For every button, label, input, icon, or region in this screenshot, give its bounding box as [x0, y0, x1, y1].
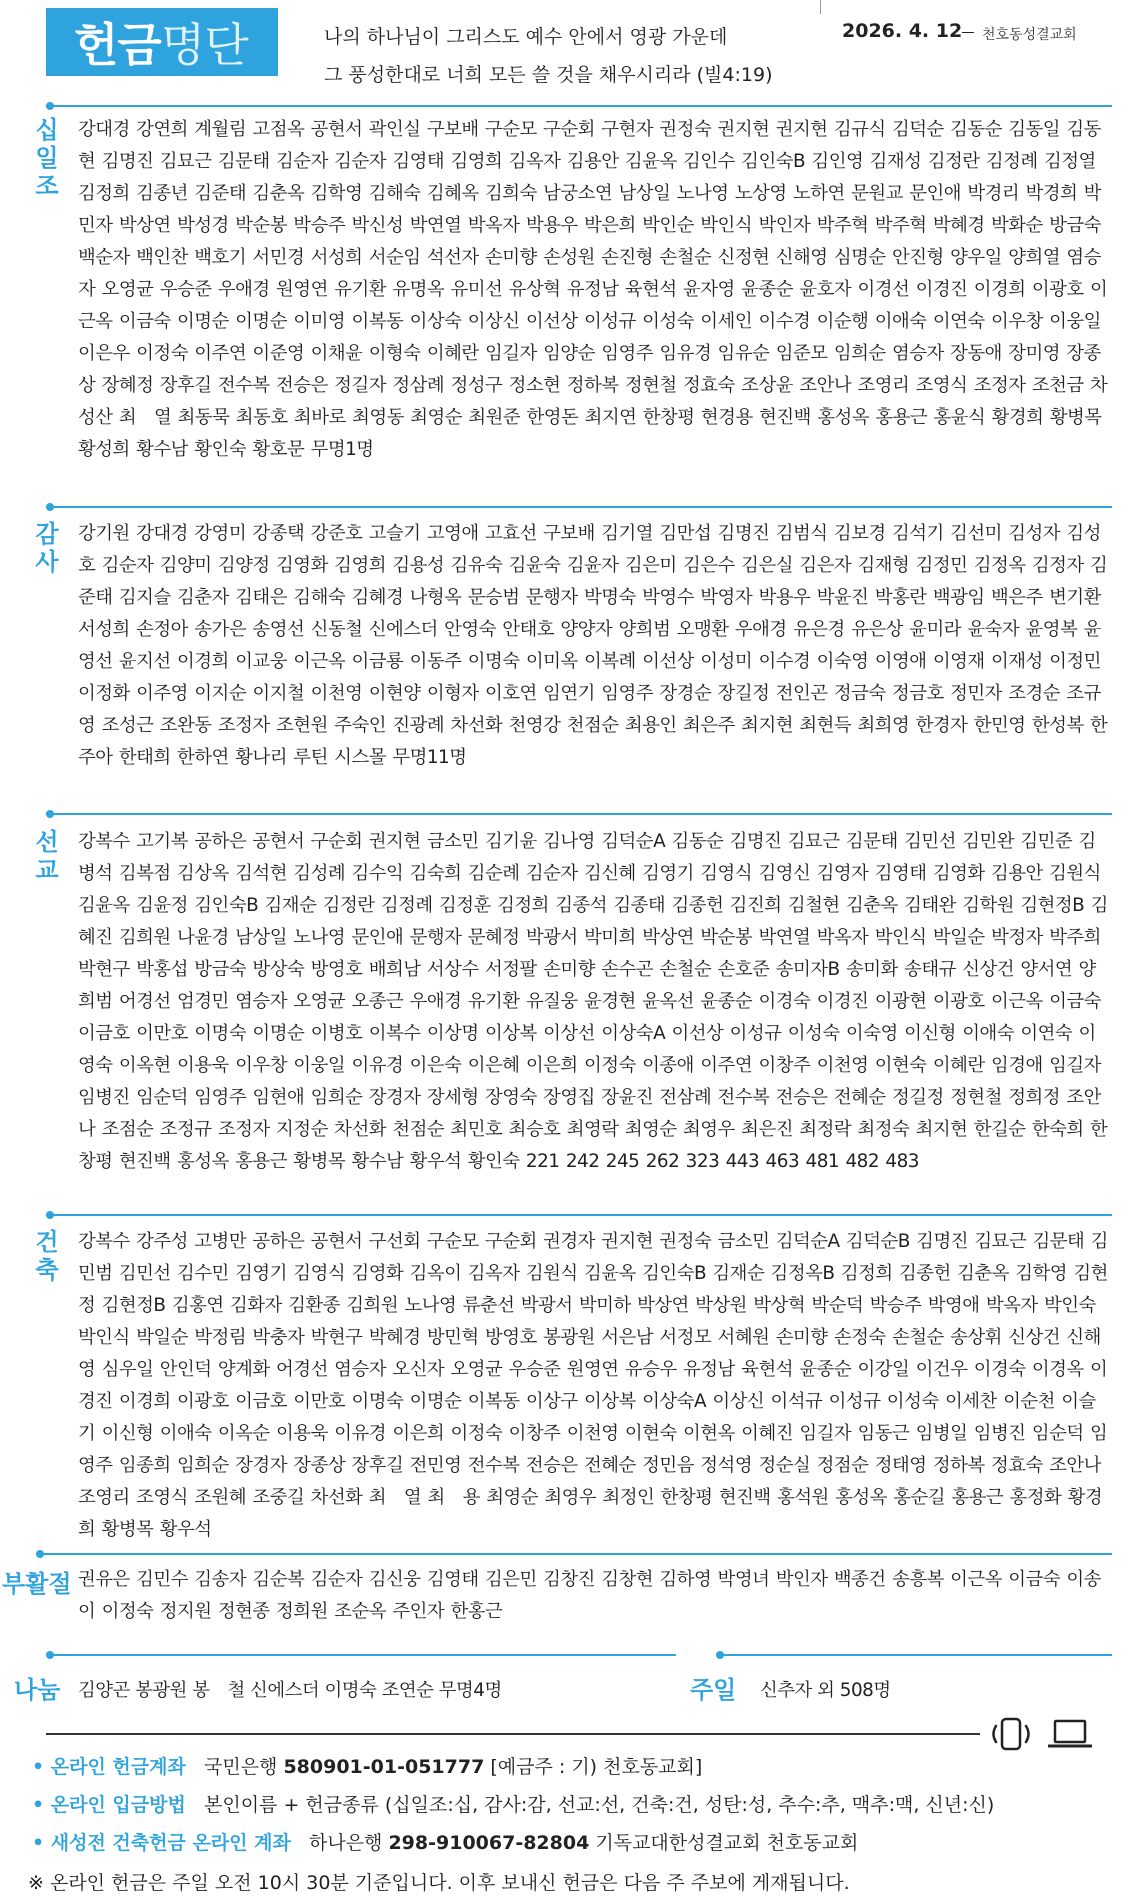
header	[0, 0, 1130, 100]
online-account-line	[32, 1752, 702, 1779]
header-divider	[820, 0, 821, 14]
online-note: ※ 온라인 헌금은 주일 오전 10시 30분 기준입니다. 이후 보내신 헌금은 다음 주 주보에 게재됩니다.	[28, 1872, 850, 1894]
online-account-bank: 국민은행	[203, 1756, 278, 1778]
section-label-tithe: 십일조	[35, 116, 59, 200]
section-rule	[46, 506, 1112, 508]
building-account-holder: 기독교대한성결교회 천호동교회	[595, 1832, 859, 1854]
online-account-label: • 온라인 헌금계좌	[32, 1756, 186, 1778]
building-account-label: • 새성전 건축헌금 온라인 계좌	[32, 1832, 291, 1854]
online-method-text: 본인이름 + 헌금종류 (십일조:십, 감사:감, 선교:선, 건축:건, 성탄:성, 추수:추, 맥추:맥, 신년:신)	[203, 1794, 995, 1816]
verse-line-1: 나의 하나님이 그리스도 예수 안에서 영광 가운데	[324, 26, 728, 48]
scripture-verse	[324, 18, 773, 94]
online-account-number: 580901-01-051777	[283, 1756, 485, 1778]
section-rule	[46, 105, 1112, 107]
title-bold: 헌금	[74, 18, 161, 72]
phone-vibrate-icon	[985, 1716, 1037, 1752]
section-names-building: 강복수 강주성 고병만 공하은 공현서 구선회 구순모 구순회 권경자 권지현 권정숙 금소민 김덕순A 김덕순B 김명진 김묘근 김문태 김민범 김민선 김수민 김영기 김영식 김영화 김옥이 김옥자 김원식 김윤옥 김인숙B 김재순 김정옥B 김정희 김종헌 김춘옥 김학영 김현정 김현정B 김홍연 김화자 김환종 김희원 노나영 류춘선 박광서 박미하 박상연 박상원 박상혁 박순덕 박승주 박영애 박옥자 박인숙 박인식 박일순 박정림 박충자 박현구 박혜경 방민혁 방영호 봉광원 서은남 서정모 서혜원 손미향 손정숙 손철순 송상휘 신상건 신해영 심우일 안인덕 양계화 어경선 염승자 오신자 오영균 우승준 원영연 유승우 유정남 육현석 윤종순 이강일 이건우 이경숙 이경옥 이경진 이경희 이광호 이금호 이만호 이명숙 이명순 이복동 이상구 이상복 이상숙A 이상신 이석규 이성규 이성숙 이세찬 이순천 이슬기 이신형 이애숙 이옥순 이용욱 이유경 이은희 이정숙 이창주 이천영 이현숙 이현옥 이혜진 임길자 임동근 임병일 임병진 임순덕 임영주 임종희 임희순 장경자 장종상 장후길 전민영 전수복 전승은 전혜순 정민음 정석영 정순실 정점순 정태영 정하복 정효숙 조안나 조영리 조영식 조원혜 조중길 차선화 최 열 최 용 최영순 최영우 최정인 한창평 현진백 홍석원 홍성옥 홍순길 홍용근 홍정화 황경희 황병목 황우석	[78, 1231, 1108, 1540]
section-label-mission: 선교	[35, 828, 59, 884]
section-names-easter: 권유은 김민수 김송자 김순복 김순자 김신웅 김영태 김은민 김창진 김창현 김하영 박영녀 박인자 백종건 송흥복 이근옥 이금숙 이송이 이정숙 정지원 정현종 정희원 조순옥 주인자 한홍근	[78, 1569, 1101, 1622]
section-names-tithe: 강대경 강연희 계월림 고점옥 공현서 곽인실 구보배 구순모 구순회 구현자 권정숙 권지현 권지현 김규식 김덕순 김동순 김동일 김동현 김명진 김묘근 김문태 김순자 김순자 김영태 김영희 김옥자 김용안 김윤옥 김인수 김인숙B 김인영 김재성 김정란 김정례 김정열 김정희 김종년 김준태 김춘옥 김학영 김해숙 김혜옥 김희숙 남궁소연 남상일 노나영 노상영 노하연 문원교 문인애 박경리 박경희 박민자 박상연 박성경 박순봉 박승주 박신성 박연열 박옥자 박용우 박은희 박인순 박인식 박인자 박주혁 박주혁 박혜경 박화순 방금숙 백순자 백인찬 백호기 서민경 서성희 서순임 석선자 손미향 손성원 손진형 손철순 신정현 신해영 심명순 안진형 양우일 양희열 염승자 오영균 우승준 우애경 원영연 유기환 유명옥 유미선 유상혁 유정남 육현석 윤자영 윤종순 윤호자 이경선 이경진 이경희 이광호 이근옥 이금숙 이명순 이명순 이미영 이복동 이상숙 이상신 이선상 이성규 이성숙 이세인 이수경 이순행 이애숙 이연숙 이우창 이웅일 이은우 이정숙 이주연 이준영 이채윤 이형숙 이혜란 임길자 임양순 임영주 임유경 임유순 임준모 임희순 염승자 장동애 장미영 장종상 장혜정 장후길 전수복 전승은 정길자 정삼례 정성구 정소현 정하복 정현철 정효숙 조상윤 조안나 조영리 조영식 조정자 조천금 차성산 최 열 최동묵 최동호 최바로 최영동 최영순 최원준 한영돈 최지연 한창평 현경용 현진백 홍성옥 홍용근 홍윤식 황경희 황병목 황성희 황수남 황인숙 황호문 무명1명	[78, 119, 1108, 460]
nanum-label: 나눔	[14, 1676, 61, 1704]
section-names-thanks: 강기원 강대경 강영미 강종택 강준호 고슬기 고영애 고효선 구보배 김기열 김만섭 김명진 김범식 김보경 김석기 김선미 김성자 김성호 김순자 김양미 김양정 김영화 김영희 김용성 김유숙 김윤숙 김윤자 김은미 김은수 김은실 김은자 김재형 김정민 김정옥 김정자 김준태 김지슬 김춘자 김태은 김해숙 김혜경 나형옥 문승범 문행자 박명숙 박영수 박영자 박용우 박윤진 박홍란 백광임 백은주 변기환 서성희 손정아 송가은 송영선 신동철 신에스더 안영숙 안태호 양양자 양희범 오맹환 우애경 유은경 유은상 윤미라 윤숙자 윤영복 윤영선 윤지선 이경희 이교웅 이근옥 이금룡 이동주 이명숙 이미옥 이복례 이선상 이성미 이수경 이숙영 이영애 이영재 이재성 이정민 이정화 이주영 이지순 이지철 이천영 이현양 이형자 이호연 임연기 임영주 장경순 장길정 전인곤 정금숙 정금호 정민자 조경순 조규영 조성근 조완동 조정자 조현원 주숙인 진광례 차선화 천영강 천점순 최용인 최은주 최지현 최현득 최희영 한경자 한민영 한성복 한주아 한태희 한하연 황나리 루틴 시스몰 무명11명	[78, 523, 1108, 768]
title-light: 명단	[160, 18, 248, 72]
section-rule	[46, 1214, 1112, 1216]
nanum-names: 김양곤 봉광원 봉 철 신에스더 이명숙 조연순 무명4명	[78, 1680, 502, 1701]
section-label-building: 건축	[35, 1228, 59, 1284]
date-dash	[962, 32, 974, 33]
section-rule	[716, 1654, 1112, 1656]
laptop-icon	[1048, 1718, 1092, 1750]
bulletin-date: 2026. 4. 12	[842, 20, 963, 42]
section-rule	[46, 813, 1112, 815]
online-method-line	[32, 1790, 994, 1817]
section-rule	[46, 1654, 676, 1656]
online-method-label: • 온라인 입금방법	[32, 1794, 186, 1816]
section-names-mission: 강복수 고기복 공하은 공현서 구순회 권지현 금소민 김기윤 김나영 김덕순A 김동순 김명진 김묘근 김문태 김민선 김민완 김민준 김병석 김복점 김상옥 김석현 김성례 김수익 김숙희 김순례 김순자 김신혜 김영기 김영식 김영신 김영자 김영태 김영화 김용안 김원식 김윤옥 김윤정 김인숙B 김재순 김정란 김정례 김정훈 김정희 김종석 김종태 김종헌 김진희 김철현 김춘옥 김태완 김학원 김현정B 김혜진 김희원 나윤경 남상일 노나영 문인애 문행자 문혜정 박광서 박미희 박상연 박순봉 박연열 박옥자 박인식 박일순 박정자 박주희 박현구 박홍섭 방금숙 방상숙 방영호 배희남 서상수 서정팔 손미향 손수곤 손철순 손호준 송미자B 송미화 송태규 신상건 양서연 양희범 어경선 엄경민 염승자 오영균 오종근 우애경 유기환 유질웅 윤경현 윤옥선 윤종순 이경숙 이경진 이광현 이광호 이근옥 이금숙 이금호 이만호 이명숙 이명순 이병호 이복수 이상명 이상복 이상선 이상숙A 이선상 이성규 이성숙 이숙영 이신형 이애숙 이연숙 이영숙 이옥현 이용욱 이우창 이웅일 이유경 이은숙 이은혜 이은희 이정숙 이종애 이주연 이창주 이천영 이현숙 이혜란 임경애 임길자 임병진 임순덕 임영주 임현애 임희순 장경자 장세형 장영숙 장영집 장윤진 전삼례 전수복 전승은 전혜순 정길정 정현철 정희정 조안나 조점순 조정규 조정자 지정순 차선화 천점순 최민호 최승호 최영락 최영순 최영우 최은진 최정락 최정숙 최지현 한길순 한숙희 한창평 현진백 홍성옥 홍용근 황병목 황수남 황우석 황인숙 221 242 245 262 323 443 463 481 482 483	[78, 831, 1108, 1172]
section-label-thanks: 감사	[35, 520, 59, 576]
church-name: 천호동성결교회	[982, 27, 1077, 43]
juil-label: 주일	[690, 1676, 737, 1704]
online-divider	[46, 1733, 980, 1735]
building-account-bank: 하나은행	[308, 1832, 383, 1854]
building-account-line	[32, 1828, 858, 1855]
section-label-easter: 부활절	[2, 1570, 72, 1598]
online-account-holder: [예금주 : 기) 천호동교회]	[490, 1756, 703, 1778]
building-account-number: 298-910067-82804	[388, 1832, 590, 1854]
verse-line-2: 그 풍성한대로 너희 모든 쓸 것을 채우시리라 (빌4:19)	[324, 64, 773, 86]
page-title	[46, 8, 278, 76]
juil-count: 신추자 외 508명	[760, 1680, 891, 1701]
section-rule	[36, 1553, 1112, 1555]
